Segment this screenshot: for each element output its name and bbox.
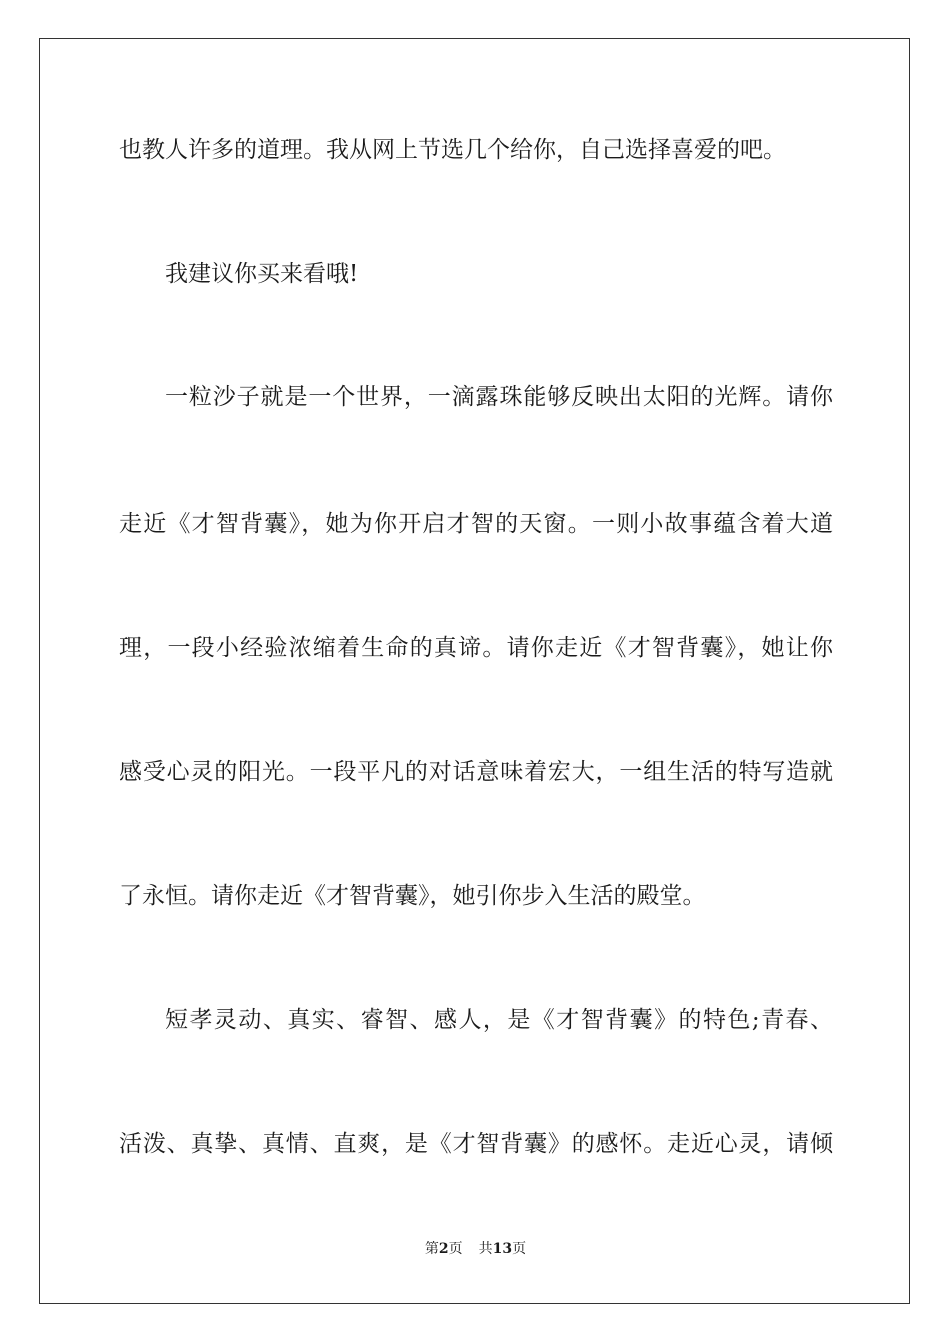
total-suffix: 页 [512, 1241, 527, 1257]
text-line: 走近《才智背囊》，她为你开启才智的天窗。一则小故事蕴含着大道 [119, 511, 833, 537]
text-line: 活泼、真挚、真情、直爽，是《才智背囊》的感怀。走近心灵，请倾 [119, 1131, 833, 1157]
document-page [39, 38, 910, 1304]
text-line: 短孝灵动、真实、睿智、感人，是《才智背囊》的特色;青春、 [165, 1007, 833, 1033]
text-line: 我建议你买来看哦! [165, 261, 359, 287]
page-total: 13 [492, 1241, 513, 1257]
page-number: 2 [438, 1241, 449, 1257]
page-suffix: 页 [448, 1241, 463, 1257]
text-line: 也教人许多的道理。我从网上节选几个给你，自己选择喜爱的吧。 [119, 137, 786, 163]
total-prefix: 共 [478, 1241, 493, 1257]
text-line: 感受心灵的阳光。一段平凡的对话意味着宏大，一组生活的特写造就 [119, 759, 833, 785]
page-footer [40, 1238, 911, 1258]
text-line: 了永恒。请你走近《才智背囊》，她引你步入生活的殿堂。 [119, 883, 706, 909]
page-prefix: 第 [424, 1241, 439, 1257]
text-line: 一粒沙子就是一个世界，一滴露珠能够反映出太阳的光辉。请你 [165, 384, 833, 410]
text-line: 理，一段小经验浓缩着生命的真谛。请你走近《才智背囊》，她让你 [119, 635, 833, 661]
